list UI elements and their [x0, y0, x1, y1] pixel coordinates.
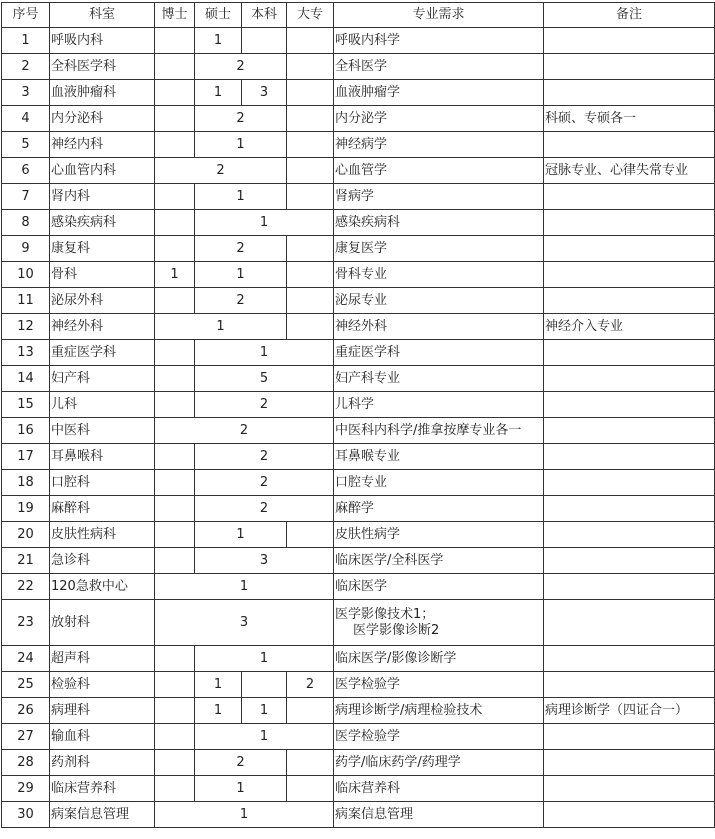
- table-row: [2, 392, 715, 418]
- table-row: [2, 496, 715, 522]
- row-major: 临床营养科: [334, 776, 544, 802]
- row-dept: 血液肿瘤科: [50, 80, 155, 106]
- row-dept: 病案信息管理: [50, 802, 155, 828]
- row-major: 重症医学科: [334, 340, 544, 366]
- row-major: 医学检验学: [334, 672, 544, 698]
- row-no: 9: [2, 236, 50, 262]
- row-no: 8: [2, 210, 50, 236]
- table-row: [2, 646, 715, 672]
- header-cell-phd: 博士: [155, 3, 195, 28]
- row-no: 7: [2, 184, 50, 210]
- row-dept: 神经内科: [50, 132, 155, 158]
- cell-count-merged: 1: [155, 314, 287, 340]
- row-dept: 急诊科: [50, 548, 155, 574]
- row-major: 药学/临床药学/药理学: [334, 750, 544, 776]
- row-no: 12: [2, 314, 50, 340]
- table-row: [2, 184, 715, 210]
- row-no: 1: [2, 28, 50, 54]
- row-dept: 感染疾病科: [50, 210, 155, 236]
- row-note: 神经介入专业: [544, 314, 715, 340]
- row-note: [544, 288, 715, 314]
- row-no: 22: [2, 574, 50, 600]
- row-dept: 放射科: [50, 600, 155, 646]
- row-no: 30: [2, 802, 50, 828]
- cell-count-merged: 2: [195, 470, 334, 496]
- row-note: 冠脉专业、心律失常专业: [544, 158, 715, 184]
- table-row: [2, 288, 715, 314]
- cell-phd: [155, 548, 195, 574]
- row-major: 临床医学/影像诊断学: [334, 646, 544, 672]
- table-row: [2, 698, 715, 724]
- row-note: [544, 340, 715, 366]
- row-major: 神经病学: [334, 132, 544, 158]
- row-note: [544, 750, 715, 776]
- row-note: [544, 210, 715, 236]
- row-no: 24: [2, 646, 50, 672]
- table-row: [2, 672, 715, 698]
- row-no: 13: [2, 340, 50, 366]
- cell-phd: [155, 444, 195, 470]
- cell-master: 1: [195, 672, 242, 698]
- table-row: [2, 802, 715, 828]
- cell-college: [287, 28, 334, 54]
- row-note: [544, 80, 715, 106]
- cell-master: 1: [195, 28, 242, 54]
- cell-college: [287, 262, 334, 288]
- cell-phd: [155, 470, 195, 496]
- row-dept: 妇产科: [50, 366, 155, 392]
- row-major: 康复医学: [334, 236, 544, 262]
- row-no: 2: [2, 54, 50, 80]
- table-row: [2, 236, 715, 262]
- row-no: 28: [2, 750, 50, 776]
- row-dept: 重症医学科: [50, 340, 155, 366]
- row-no: 6: [2, 158, 50, 184]
- row-no: 21: [2, 548, 50, 574]
- table-row: [2, 210, 715, 236]
- row-note: [544, 418, 715, 444]
- cell-count-merged: 1: [195, 646, 334, 672]
- table-row: [2, 750, 715, 776]
- row-note: [544, 184, 715, 210]
- table-row: [2, 548, 715, 574]
- row-major: 临床医学/全科医学: [334, 548, 544, 574]
- row-note: [544, 262, 715, 288]
- row-note: [544, 54, 715, 80]
- cell-phd: 1: [155, 262, 195, 288]
- cell-count-merged: 1: [155, 802, 334, 828]
- row-dept: 中医科: [50, 418, 155, 444]
- row-dept: 康复科: [50, 236, 155, 262]
- row-dept: 皮肤性病科: [50, 522, 155, 548]
- row-major: [334, 600, 544, 646]
- table-row: [2, 314, 715, 340]
- row-dept: 超声科: [50, 646, 155, 672]
- cell-count-merged: 2: [155, 158, 287, 184]
- cell-master: 1: [195, 698, 242, 724]
- cell-count-merged: 5: [195, 366, 334, 392]
- row-note: [544, 672, 715, 698]
- row-major: 临床医学: [334, 574, 544, 600]
- row-note: [544, 600, 715, 646]
- row-major: 病理诊断学/病理检验技术: [334, 698, 544, 724]
- row-dept: 儿科: [50, 392, 155, 418]
- row-dept: 心血管内科: [50, 158, 155, 184]
- row-dept: 神经外科: [50, 314, 155, 340]
- cell-count-merged: 2: [195, 288, 287, 314]
- cell-count-merged: 1: [195, 184, 287, 210]
- cell-college: [287, 314, 334, 340]
- row-no: 10: [2, 262, 50, 288]
- row-major: 内分泌学: [334, 106, 544, 132]
- header-cell-note: 备注: [544, 3, 715, 28]
- header-row: [2, 3, 715, 28]
- row-dept: 呼吸内科: [50, 28, 155, 54]
- cell-phd: [155, 340, 195, 366]
- header-cell-master: 硕士: [195, 3, 242, 28]
- cell-phd: [155, 184, 195, 210]
- row-note: 科硕、专硕各一: [544, 106, 715, 132]
- cell-college: [287, 776, 334, 802]
- cell-college: [287, 132, 334, 158]
- table-row: [2, 444, 715, 470]
- table-row: [2, 776, 715, 802]
- table-row: [2, 340, 715, 366]
- row-note: [544, 444, 715, 470]
- cell-phd: [155, 646, 195, 672]
- row-note: [544, 724, 715, 750]
- row-major: 神经外科: [334, 314, 544, 340]
- cell-phd: [155, 496, 195, 522]
- cell-count-merged: 3: [195, 548, 334, 574]
- row-no: 16: [2, 418, 50, 444]
- row-dept: 内分泌科: [50, 106, 155, 132]
- cell-phd: [155, 366, 195, 392]
- cell-phd: [155, 28, 195, 54]
- row-no: 20: [2, 522, 50, 548]
- recruitment-table: [1, 2, 715, 828]
- cell-count-merged: 1: [195, 340, 334, 366]
- row-dept: 口腔科: [50, 470, 155, 496]
- header-cell-college: 大专: [287, 3, 334, 28]
- cell-phd: [155, 288, 195, 314]
- row-dept: 病理科: [50, 698, 155, 724]
- cell-count-merged: 1: [155, 574, 334, 600]
- cell-college: [287, 80, 334, 106]
- row-note: [544, 496, 715, 522]
- row-note: [544, 392, 715, 418]
- row-note: [544, 776, 715, 802]
- cell-phd: [155, 724, 195, 750]
- table-row: [2, 470, 715, 496]
- cell-count-merged: 2: [195, 496, 334, 522]
- row-dept: 耳鼻喉科: [50, 444, 155, 470]
- row-note: [544, 236, 715, 262]
- cell-count-merged: 1: [195, 522, 287, 548]
- row-note: [544, 548, 715, 574]
- header-cell-dept: 科室: [50, 3, 155, 28]
- cell-college: [287, 522, 334, 548]
- cell-phd: [155, 210, 195, 236]
- row-major-line1: 医学影像技术1；: [335, 606, 435, 622]
- row-no: 4: [2, 106, 50, 132]
- cell-college: 2: [287, 672, 334, 698]
- cell-count-merged: 2: [195, 54, 287, 80]
- cell-count-merged: 1: [195, 776, 287, 802]
- cell-count-merged: 1: [195, 132, 287, 158]
- cell-college: [287, 750, 334, 776]
- row-note: [544, 28, 715, 54]
- cell-phd: [155, 672, 195, 698]
- row-major: 肾病学: [334, 184, 544, 210]
- table-row: [2, 132, 715, 158]
- cell-count-merged: 2: [195, 106, 287, 132]
- row-major: 耳鼻喉专业: [334, 444, 544, 470]
- row-note: [544, 574, 715, 600]
- table-row: [2, 600, 715, 646]
- row-major: 泌尿专业: [334, 288, 544, 314]
- cell-college: [287, 54, 334, 80]
- row-major: 骨科专业: [334, 262, 544, 288]
- table-row: [2, 54, 715, 80]
- row-major: 全科医学: [334, 54, 544, 80]
- cell-phd: [155, 54, 195, 80]
- cell-count-merged: 2: [195, 392, 334, 418]
- row-note: 病理诊断学（四证合一）: [544, 698, 715, 724]
- row-dept: 临床营养科: [50, 776, 155, 802]
- row-major: 呼吸内科学: [334, 28, 544, 54]
- cell-phd: [155, 776, 195, 802]
- table-row: [2, 106, 715, 132]
- header-cell-major: 专业需求: [334, 3, 544, 28]
- row-major: 中医科内科学/推拿按摩专业各一: [334, 418, 544, 444]
- cell-count-merged: 1: [195, 262, 287, 288]
- table-row: [2, 28, 715, 54]
- row-major: 皮肤性病学: [334, 522, 544, 548]
- table-row: [2, 158, 715, 184]
- cell-bachelor: 1: [242, 698, 287, 724]
- row-dept: 药剂科: [50, 750, 155, 776]
- cell-phd: [155, 132, 195, 158]
- row-dept: 120急救中心: [50, 574, 155, 600]
- cell-phd: [155, 698, 195, 724]
- row-major: 妇产科专业: [334, 366, 544, 392]
- header-cell-no: 序号: [2, 3, 50, 28]
- row-no: 23: [2, 600, 50, 646]
- cell-phd: [155, 392, 195, 418]
- row-no: 11: [2, 288, 50, 314]
- row-major: 血液肿瘤学: [334, 80, 544, 106]
- cell-count-merged: 1: [195, 724, 334, 750]
- cell-phd: [155, 522, 195, 548]
- row-major: 病案信息管理: [334, 802, 544, 828]
- cell-phd: [155, 80, 195, 106]
- cell-college: [287, 698, 334, 724]
- cell-count-merged: 2: [155, 418, 334, 444]
- cell-phd: [155, 106, 195, 132]
- row-no: 15: [2, 392, 50, 418]
- cell-college: [287, 288, 334, 314]
- cell-master: 1: [195, 80, 242, 106]
- row-no: 27: [2, 724, 50, 750]
- row-major: 医学检验学: [334, 724, 544, 750]
- row-note: [544, 646, 715, 672]
- row-no: 18: [2, 470, 50, 496]
- row-major: 麻醉学: [334, 496, 544, 522]
- cell-count-merged: 3: [155, 600, 334, 646]
- cell-phd: [155, 236, 195, 262]
- cell-count-merged: 1: [195, 210, 334, 236]
- row-note: [544, 132, 715, 158]
- cell-college: [287, 106, 334, 132]
- cell-count-merged: 2: [195, 236, 287, 262]
- table-row: [2, 366, 715, 392]
- row-no: 25: [2, 672, 50, 698]
- row-note: [544, 522, 715, 548]
- row-major: 感染疾病科: [334, 210, 544, 236]
- table-row: [2, 80, 715, 106]
- row-no: 17: [2, 444, 50, 470]
- row-dept: 输血科: [50, 724, 155, 750]
- cell-bachelor: [242, 672, 287, 698]
- row-major: 口腔专业: [334, 470, 544, 496]
- row-note: [544, 470, 715, 496]
- cell-count-merged: 2: [195, 444, 334, 470]
- row-major: 儿科学: [334, 392, 544, 418]
- cell-bachelor: 3: [242, 80, 287, 106]
- row-major: 心血管学: [334, 158, 544, 184]
- cell-phd: [155, 750, 195, 776]
- row-no: 19: [2, 496, 50, 522]
- row-dept: 肾内科: [50, 184, 155, 210]
- row-dept: 麻醉科: [50, 496, 155, 522]
- cell-bachelor: [242, 28, 287, 54]
- header-cell-bachelor: 本科: [242, 3, 287, 28]
- row-no: 29: [2, 776, 50, 802]
- table-row: [2, 418, 715, 444]
- table-row: [2, 262, 715, 288]
- row-no: 3: [2, 80, 50, 106]
- row-note: [544, 802, 715, 828]
- row-dept: 全科医学科: [50, 54, 155, 80]
- table-row: [2, 522, 715, 548]
- cell-college: [287, 158, 334, 184]
- row-no: 5: [2, 132, 50, 158]
- table-row: [2, 574, 715, 600]
- cell-college: [287, 236, 334, 262]
- cell-college: [287, 184, 334, 210]
- row-dept: 泌尿外科: [50, 288, 155, 314]
- row-no: 14: [2, 366, 50, 392]
- row-major-line2: 医学影像诊断2: [353, 622, 440, 638]
- cell-count-merged: 2: [195, 750, 287, 776]
- row-no: 26: [2, 698, 50, 724]
- row-dept: 骨科: [50, 262, 155, 288]
- row-dept: 检验科: [50, 672, 155, 698]
- table-row: [2, 724, 715, 750]
- row-note: [544, 366, 715, 392]
